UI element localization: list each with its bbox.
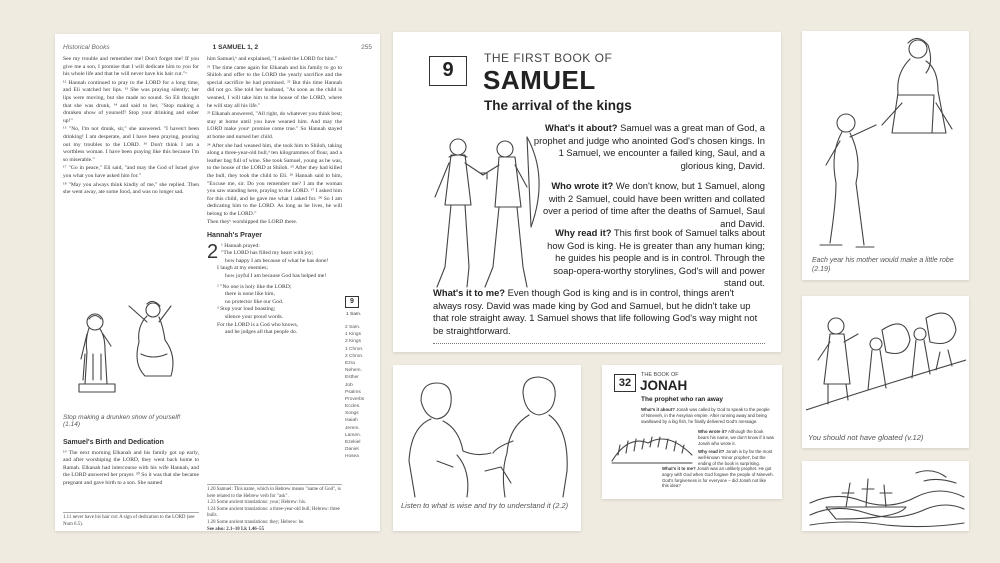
listen-illustration-card <box>393 365 581 531</box>
illustration-caption: Listen to what is wise and try to understand it (2.2) <box>401 501 569 510</box>
chapter-number: 2 <box>207 240 219 263</box>
question-label: Why read it? <box>698 449 725 454</box>
book-index-item[interactable]: Eccles. <box>345 404 361 410</box>
text-column-right <box>207 56 342 337</box>
poem-line: I laugh at my enemies; <box>217 265 268 272</box>
eli-hannah-illustration <box>67 284 197 409</box>
page-number: 255 <box>361 44 372 51</box>
footnote: 1.28 Some ancient translations: they; Hebrew: he. <box>207 520 305 526</box>
book-index-item[interactable]: Ezra <box>345 360 355 366</box>
question-label: What's it about? <box>544 122 618 133</box>
book-pre-title: THE FIRST BOOK OF <box>484 51 613 65</box>
relevance-section <box>662 466 774 489</box>
prayer-block <box>207 240 342 337</box>
cross-reference: See also: 2.1–10 Lk 1.46–55 <box>207 526 265 531</box>
about-section <box>641 407 773 424</box>
poem-line: and he judges all that people do. <box>225 329 298 336</box>
book-index-item[interactable]: Esther <box>345 375 359 381</box>
book-index-item[interactable]: 1 Chron. <box>345 346 364 352</box>
book-index-item[interactable]: Jerem. <box>345 425 360 431</box>
question-label: What's it to me? <box>662 466 696 471</box>
poem-line: no protector like our God. <box>225 298 284 305</box>
poem-line: how happy I am because of what he has done! <box>225 257 329 264</box>
question-label: Why read it? <box>555 227 612 238</box>
verse-paragraph: ¹⁵ "No, I'm not drunk, sir," she answered. "I haven't been drinking! I am desperate, and I have been praying, pouring out my troubles to the LORD. ¹⁶ Don't think I am a worthless woman. I have been praying like this because I'm so miserable." <box>63 126 199 163</box>
answer-text: Even though God is king and is in control, things aren't always rosy. David was made king by God and Samuel, but he didn't take up that role straight away. 1 Samuel shows that life following God's way might not be straightforward. <box>433 287 758 336</box>
poem-line: there is none like him, <box>225 291 275 298</box>
text-column-left <box>63 56 199 198</box>
boat-illustration-card <box>802 461 969 531</box>
illustration-caption: Stop making a drunken show of yourself! (1.14) <box>63 414 181 428</box>
book-index-item[interactable]: 2 Kings <box>345 339 361 345</box>
book-subtitle: The prophet who ran away <box>641 396 723 403</box>
footnote: 1.20 Samuel: This name, which in Hebrew means "name of God", is here related to the Hebrew verb for "ask". <box>207 487 341 499</box>
book-index-item[interactable]: Isaiah <box>345 418 358 424</box>
book-index-item[interactable]: Job <box>345 382 353 388</box>
crowd-illustration <box>608 425 696 465</box>
page-header <box>63 44 372 51</box>
footnote-right <box>207 484 342 531</box>
book-index-item[interactable]: Psalms <box>345 389 361 395</box>
book-pre-title: THE BOOK OF <box>641 372 679 378</box>
why-read-section <box>698 449 774 466</box>
poem-line: ² "No one is holy like the LORD; <box>217 283 292 290</box>
verse-paragraph: him Samuel,ᵇ and explained, "I asked the LORD for him." <box>207 56 338 62</box>
footnote: 1.24 Some ancient translations: a three-year-old bull; Hebrew: three bulls. <box>207 506 340 519</box>
gloat-illustration-card <box>802 296 969 448</box>
samuel-intro-card <box>393 32 781 352</box>
book-marker-label: 1 Sam. <box>346 312 362 317</box>
answer-text: Jonah is by far the most well-known 'minor prophet', but the ending of the book is surprising. <box>698 449 773 466</box>
book-index-item[interactable]: 2 Chron. <box>345 353 364 359</box>
answer-text: We don't know, but 1 Samuel, along with 2 Samuel, could have been written and collated over a period of time after the deaths of Samuel, Saul and David. <box>542 180 765 229</box>
book-index-tabs <box>345 324 375 461</box>
question-label: What's it to me? <box>433 287 506 298</box>
two-people-talking-illustration <box>401 371 573 499</box>
book-index-item[interactable]: 1 Kings <box>345 332 361 338</box>
question-label: What's it about? <box>641 407 675 412</box>
gloating-figures-illustration <box>806 300 966 428</box>
book-index-item[interactable]: Ezekiel <box>345 440 361 445</box>
about-section <box>533 122 765 172</box>
book-index-item[interactable]: Lamen. <box>345 432 361 438</box>
book-subtitle: The arrival of the kings <box>484 98 632 113</box>
dotted-divider <box>433 343 765 344</box>
why-read-section <box>543 227 765 290</box>
book-index-item[interactable]: Hosea <box>345 454 359 460</box>
poem-line: how joyful I am because God has helped me! <box>225 272 327 279</box>
book-title: SAMUEL <box>483 65 596 95</box>
answer-text: Jonah was an unlikely prophet. He got angry with God when God forgave the people of Nineveh. God's forgiveness is for everyone – did Jonah not like this idea? <box>662 466 774 489</box>
relevance-section <box>433 287 765 337</box>
book-index-item[interactable]: Songs <box>345 411 359 417</box>
verse-paragraph: ¹⁸ "May you always think kindly of me," she replied. Then she went away, ate some food, and was no longer sad. <box>63 181 199 196</box>
mother-robe-card <box>802 31 969 280</box>
book-index-item[interactable]: Daniel <box>345 447 359 453</box>
answer-text: This first book of Samuel talks about how God is king. He is greater than any human king; he guides his people and is in control. Through the soap-opera-worthy storylines, God's will and power stand out. <box>547 227 765 289</box>
question-label: Who wrote it? <box>551 180 614 191</box>
boat-storm-illustration <box>806 463 966 529</box>
book-index-item[interactable]: 2 Sam. <box>345 325 361 330</box>
chapter-reference: 1 SAMUEL 1, 2 <box>212 44 259 51</box>
answer-text: Although the book bears his name, we don't know if it was Jonah who wrote it. <box>698 429 775 446</box>
verse-paragraph: ¹² Hannah continued to pray to the LORD for a long time, and Eli watched her lips. ¹³ She was praying silently; her lips were moving, but she made no sound. So Eli thought that she was drunk, ¹⁴ and said to her, "Stop making a drunken show of yourself! Stop your drinking and sober up!" <box>63 79 199 124</box>
verse-paragraph: See my trouble and remember me! Don't forget me! If you give me a son, I promise that I will dedicate him to you for his whole life and that he will never have his hair cut."ᵃ <box>63 56 199 78</box>
verse-paragraph: ²¹ The time came again for Elkanah and his family to go to Shiloh and offer to the LORD the yearly sacrifice and the special sacrifice he had promised. ²² But this time Hannah did not go. She told her husband, "As soon as the child is weaned, I will take him to the house of the LORD, where he will stay all his life." <box>207 64 342 109</box>
poem-line: ³ Stop your loud boasting; <box>217 306 276 313</box>
section-heading: Hannah's Prayer <box>207 232 262 240</box>
running-head: Historical Books <box>63 44 110 51</box>
bible-page <box>55 34 380 531</box>
verse-paragraph: ¹⁹ The next morning Elkanah and his family got up early, and after worshiping the LORD, they went back home to Ramah. Elkanah had intercourse with his wife Hannah, and the LORD answered her prayer. ²⁰ So it was that she became pregnant and gave birth to a son. She named <box>63 449 199 486</box>
answer-text: Samuel was a great man of God, a prophet and judge who anointed God's chosen kings. In 1 Samuel, we encounter a failed king, Saul, and a glorious king, David. <box>533 122 765 171</box>
verse-paragraph: Then theyᵉ worshipped the LORD there. <box>207 219 298 226</box>
author-section <box>698 429 774 446</box>
book-title: JONAH <box>640 378 688 393</box>
poem-line: "The LORD has filled my heart with joy; <box>221 250 314 257</box>
footnote-left: 1.11 never have his hair cut: A sign of dedication to the LORD (see Num 6.5). <box>63 512 199 528</box>
illustration-caption: You should not have gloated (v.12) <box>808 433 924 442</box>
section-heading: Samuel's Birth and Dedication <box>63 439 164 446</box>
jonah-intro-card <box>602 365 782 499</box>
text-column-left-lower <box>63 434 199 487</box>
author-section <box>533 180 765 230</box>
book-number-badge: 9 <box>429 56 467 86</box>
verse-paragraph: ²³ Elkanah answered, "All right, do whatever you think best; stay at home until you have weaned him. And may the LORD make yourᶜ promise come true." So Hannah stayed at home and nursed her child. <box>207 111 342 140</box>
illustration-caption: Each year his mother would make a little robe (2.19) <box>812 257 954 274</box>
book-index-item[interactable]: Proverbs <box>345 396 365 402</box>
mother-robe-illustration <box>806 33 966 255</box>
poem-line: ¹ Hannah prayed: <box>221 242 260 249</box>
verse-paragraph: ²⁴ After she had weaned him, she took him to Shiloh, taking along a three-year-old bull,ᵈ ten kilogrammes of flour, and a leather bag full of wine. She took Samuel, young as he was, to the house of the LORD at Shiloh. ²⁵ After they had killed the bull, they took the child to Eli. ²⁶ Hannah said to him, "Excuse me, sir. Do you remember me? I am the woman you saw standing here, praying to the LORD. ²⁷ I asked him for this child, and he gave me what I asked for. ²⁸ So I am dedicating him to the LORD. As long as he lives, he will belong to the LORD." <box>207 142 342 217</box>
footnote: 1.23 Some ancient translations: your; Hebrew: his. <box>207 500 307 506</box>
book-index-item[interactable]: Nehem. <box>345 368 362 374</box>
poem-line: silence your proud words. <box>225 313 284 320</box>
verse-paragraph: ¹⁷ "Go in peace," Eli said, "and may the God of Israel give you what you have asked him for." <box>63 165 199 179</box>
question-label: Who wrote it? <box>698 429 728 434</box>
book-number-badge: 32 <box>614 374 636 392</box>
book-number-marker: 9 <box>345 296 359 308</box>
answer-text: Jonah was called by God to speak to the people of Nineveh, in the Assyrian empire. After running away and being swallowed by a big fish, he finally delivered God's message. <box>641 407 770 424</box>
poem-line: For the LORD is a God who knows, <box>217 321 299 328</box>
